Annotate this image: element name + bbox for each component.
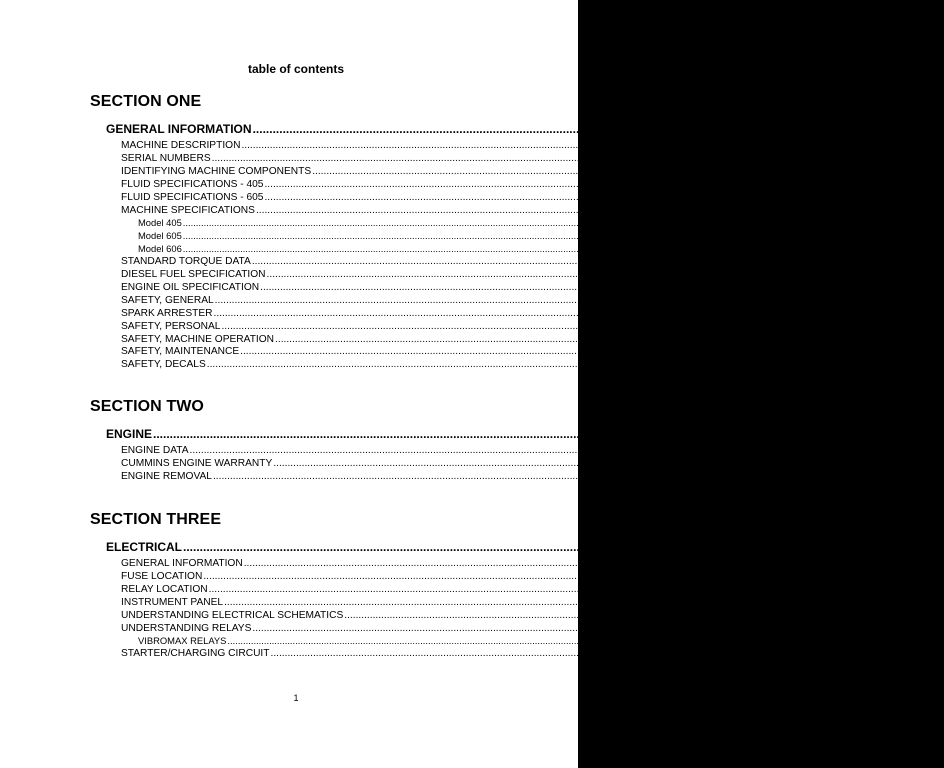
toc-entry xyxy=(121,471,801,484)
entry-label: ENGINE OIL SPECIFICATION xyxy=(121,282,260,293)
toc-subentry xyxy=(138,635,773,648)
entry-page: 1 - 6 xyxy=(879,166,900,177)
dot-leader: ........................................................................................................................................................................................................ xyxy=(153,427,820,441)
entry-label: SPARK ARRESTER xyxy=(121,308,213,319)
toc-subentry xyxy=(138,217,728,230)
toc-entry xyxy=(121,558,832,571)
toc-entry xyxy=(121,648,864,661)
toc-entry xyxy=(121,140,829,153)
dot-leader: ........................................................................................................................................................................................................ xyxy=(273,458,840,469)
dot-leader: ........................................................................................................................................................................................................ xyxy=(266,269,833,280)
dot-leader: ........................................................................................................................................................................................................ xyxy=(203,571,770,582)
entry-page: 3 - 3 xyxy=(770,571,791,582)
entry-page: 2 - 4 xyxy=(780,471,801,482)
entry-page: 1 - 20 xyxy=(780,308,807,319)
dot-leader: ........................................................................................................................................................................................................ xyxy=(251,256,818,267)
entry-label: ENGINE xyxy=(106,427,153,441)
dot-leader: ........................................................................................................................................................................................................ xyxy=(241,140,808,151)
entry-label: MACHINE SPECIFICATIONS xyxy=(121,205,255,216)
toc-entry xyxy=(121,179,852,192)
page-title: table of contents xyxy=(247,62,344,76)
entry-page: 3 - 1 xyxy=(850,540,875,554)
toc-entry xyxy=(121,571,791,584)
entry-page: 2 - 1 xyxy=(820,427,845,441)
entry-label: SAFETY, MACHINE OPERATION xyxy=(121,334,275,345)
entry-page: 1 - 20 xyxy=(781,295,808,306)
section-title: SECTION TWO xyxy=(90,398,204,415)
section-heading-row xyxy=(106,427,845,443)
entry-page: 1 - 3 xyxy=(808,140,829,151)
entry-page: 3 - 4 xyxy=(791,597,812,608)
toc-entry xyxy=(121,584,797,597)
entry-label: SERIAL NUMBERS xyxy=(121,153,211,164)
dot-leader: ........................................................................................................................................................................................................ xyxy=(224,597,791,608)
entry-page: 1 - 16 xyxy=(818,256,845,267)
entry-label: FUSE LOCATION xyxy=(121,571,203,582)
entry-label: SAFETY, DECALS xyxy=(121,359,206,370)
dot-leader: ........................................................................................................................................................................................................ xyxy=(211,153,778,164)
dot-leader: ........................................................................................................................................................................................................ xyxy=(214,295,781,306)
section-title: SECTION THREE xyxy=(90,511,222,528)
toc-entry xyxy=(121,153,800,166)
toc-entry xyxy=(121,166,900,179)
dot-leader: ........................................................................................................................................................................................................ xyxy=(182,217,704,228)
entry-page: 1 - 1 xyxy=(920,122,944,136)
page-number: 1 xyxy=(293,693,299,703)
entry-page: 1 - 11 xyxy=(704,217,728,228)
toc-subentry xyxy=(138,230,729,243)
entry-page: 1 - 18 xyxy=(833,269,860,280)
entry-page: 1 - 9 xyxy=(831,192,852,203)
dot-leader: ........................................................................................................................................................................................................ xyxy=(182,243,704,254)
dot-leader: ........................................................................................................................................................................................................ xyxy=(206,359,773,370)
dot-leader: ........................................................................................................................................................................................................ xyxy=(243,558,810,569)
entry-label: ELECTRICAL xyxy=(106,540,182,554)
dot-leader: ........................................................................................................................................................................................................ xyxy=(255,205,823,216)
entry-page: 1 - 13 xyxy=(704,230,729,241)
entry-page: 3 - 7 xyxy=(911,610,932,621)
toc-entry xyxy=(121,610,932,623)
dot-leader: ........................................................................................................................................................................................................ xyxy=(183,540,850,554)
entry-page: 1 - 15 xyxy=(704,243,729,254)
dot-leader: ........................................................................................................................................................................................................ xyxy=(264,192,831,203)
toc-entry xyxy=(121,359,800,372)
dot-leader: ........................................................................................................................................................................................................ xyxy=(240,346,807,357)
entry-page: 1 - 10 xyxy=(823,205,850,216)
dot-leader: ........................................................................................................................................................................................................ xyxy=(252,122,920,136)
dot-leader: ........................................................................................................................................................................................................ xyxy=(212,471,780,482)
toc-entry xyxy=(121,321,815,334)
toc-entry xyxy=(121,256,845,269)
entry-page: 1 - 5 xyxy=(778,153,800,164)
entry-label: SAFETY, GENERAL xyxy=(121,295,214,306)
entry-label: GENERAL INFORMATION xyxy=(106,122,252,136)
entry-label: VIBROMAX RELAYS xyxy=(138,635,227,646)
toc-entry xyxy=(121,295,808,308)
toc-entry xyxy=(121,458,861,471)
entry-label: Model 405 xyxy=(138,217,182,228)
entry-label: GENERAL INFORMATION xyxy=(121,558,243,569)
entry-label: RELAY LOCATION xyxy=(121,584,208,595)
entry-label: SAFETY, MAINTENANCE xyxy=(121,346,240,357)
entry-label: UNDERSTANDING RELAYS xyxy=(121,623,252,634)
entry-label: Model 606 xyxy=(138,243,182,254)
entry-label: DIESEL FUEL SPECIFICATION xyxy=(121,269,266,280)
toc-entry xyxy=(121,346,834,359)
dot-leader: ........................................................................................................................................................................................................ xyxy=(270,648,837,659)
dot-leader: ........................................................................................................................................................................................................ xyxy=(189,445,756,456)
entry-label: UNDERSTANDING ELECTRICAL SCHEMATICS xyxy=(121,610,344,621)
entry-page: 1 - 25 xyxy=(807,346,834,357)
entry-page: 3 - 11 xyxy=(749,635,773,646)
entry-page: 3 - 9 xyxy=(819,623,840,634)
section-heading-row xyxy=(106,122,944,138)
entry-label: Model 605 xyxy=(138,230,182,241)
entry-label: MACHINE DESCRIPTION xyxy=(121,140,241,151)
entry-page: 3 - 2 xyxy=(810,558,832,569)
entry-label: CUMMINS ENGINE WARRANTY xyxy=(121,458,273,469)
dot-leader: ........................................................................................................................................................................................................ xyxy=(275,334,842,345)
dot-leader: ........................................................................................................................................................................................................ xyxy=(213,308,780,319)
entry-label: SAFETY, PERSONAL xyxy=(121,321,221,332)
entry-label: ENGINE DATA xyxy=(121,445,189,456)
dot-leader: ........................................................................................................................................................................................................ xyxy=(221,321,788,332)
section-title: SECTION ONE xyxy=(90,93,202,110)
entry-page: 1 - 26 xyxy=(773,359,800,370)
toc-entry xyxy=(121,308,807,321)
entry-page: 3 - 3 xyxy=(775,584,797,595)
entry-label: FLUID SPECIFICATIONS - 605 xyxy=(121,192,264,203)
dot-leader: ........................................................................................................................................................................................................ xyxy=(312,166,879,177)
section-heading-row xyxy=(106,540,875,556)
entry-page: 1 - 8 xyxy=(831,179,852,190)
entry-page: 1 - 22 xyxy=(842,334,869,345)
dot-leader: ........................................................................................................................................................................................................ xyxy=(182,230,704,241)
entry-label: IDENTIFYING MACHINE COMPONENTS xyxy=(121,166,312,177)
toc-entry xyxy=(121,445,778,458)
entry-page: 1 - 21 xyxy=(788,321,815,332)
dot-leader: ........................................................................................................................................................................................................ xyxy=(344,610,911,621)
entry-page: 2 - 2 xyxy=(756,445,778,456)
entry-label: STANDARD TORQUE DATA xyxy=(121,256,251,267)
entry-label: ENGINE REMOVAL xyxy=(121,471,212,482)
entry-page: 2 - 3 xyxy=(840,458,861,469)
entry-label: FLUID SPECIFICATIONS - 405 xyxy=(121,179,264,190)
dot-leader: ........................................................................................................................................................................................................ xyxy=(227,635,749,646)
entry-label: STARTER/CHARGING CIRCUIT xyxy=(121,648,270,659)
toc-entry xyxy=(121,597,812,610)
toc-entry xyxy=(121,192,852,205)
toc-subentry xyxy=(138,243,729,256)
entry-page: 1 - 19 xyxy=(827,282,854,293)
dot-leader: ........................................................................................................................................................................................................ xyxy=(264,179,831,190)
entry-label: INSTRUMENT PANEL xyxy=(121,597,224,608)
entry-page: 3 - 13 xyxy=(837,648,864,659)
dot-leader: ........................................................................................................................................................................................................ xyxy=(208,584,775,595)
toc-entry xyxy=(121,269,860,282)
toc-entry xyxy=(121,282,854,295)
dot-leader: ........................................................................................................................................................................................................ xyxy=(260,282,827,293)
dot-leader: ........................................................................................................................................................................................................ xyxy=(252,623,819,634)
